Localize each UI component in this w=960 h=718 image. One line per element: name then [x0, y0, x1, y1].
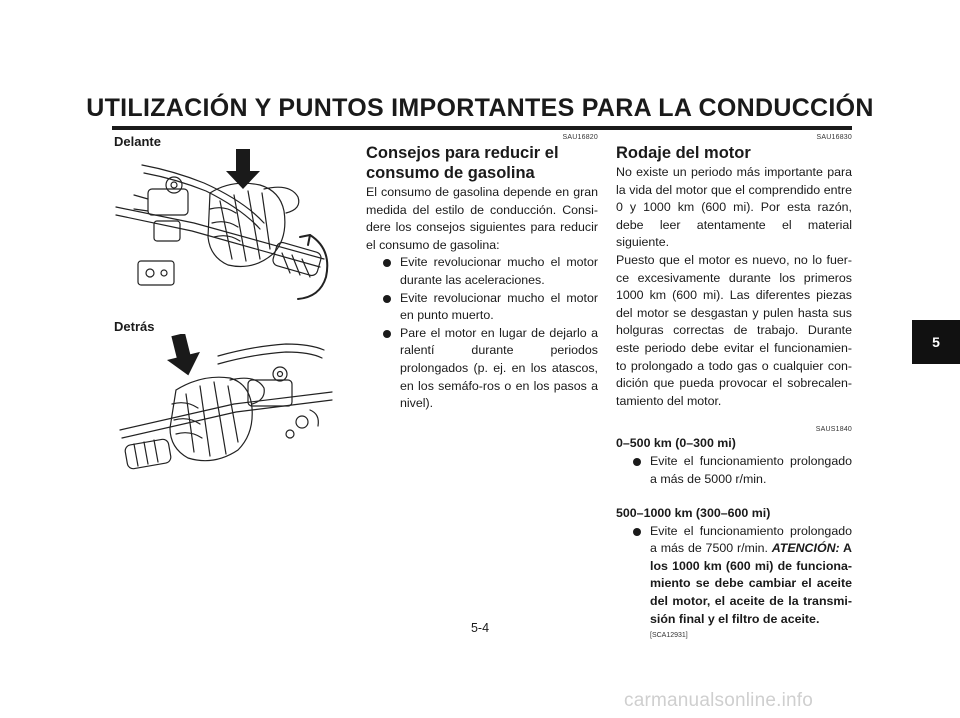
bullet-icon [383, 330, 391, 338]
front-label: Delante [114, 134, 161, 149]
list-item [366, 290, 598, 325]
list-item-text: Evite el funcionamiento prolongado a más de 5000 r/min. [650, 453, 852, 486]
middle-column [366, 134, 598, 413]
list-item-text: Pare el motor en lugar de dejarlo a ralentí durante periodos prolongados (p. ej. en los atascos, en los semáfo-ros o en los pasos a nivel). [400, 325, 598, 411]
range-2-list [616, 523, 852, 629]
list-item-text: Evite revolucionar mucho el motor en punto muerto. [400, 290, 598, 323]
heading-line-2: consumo de gasolina [366, 164, 535, 182]
intro-paragraph: El consumo de gasolina depende en gran medida del estilo de conducción. Consi-dere los consejos siguientes para reducir el consumo de gasolina: [366, 185, 598, 252]
right-column [616, 134, 852, 639]
list-item [366, 254, 598, 289]
heading-line-1: Consejos para reducir el [366, 144, 559, 162]
bullet-icon [633, 528, 641, 536]
bullet-icon [633, 458, 641, 466]
break-in-paragraph-1: No existe un periodo más importante para la vida del motor que el comprendido entre 0 y 1000 km (600 mi). Por esta razón, debe leer atentamente el material siguiente. [616, 165, 852, 250]
rear-handlebar-drawing [114, 334, 336, 484]
front-handlebar-drawing [114, 149, 336, 319]
range-heading-2: 500–1000 km (300–600 mi) [616, 506, 771, 521]
list-item-text: Evite el funcionamiento prolongado a más de 7500 r/min. [650, 523, 852, 556]
attention-label: ATENCIÓN: [771, 541, 840, 556]
list-item [366, 325, 598, 413]
front-illustration [114, 149, 336, 319]
range-heading-1: 0–500 km (0–300 mi) [616, 436, 736, 451]
rear-label: Detrás [114, 319, 155, 334]
list-item-text: Evite revolucionar mucho el motor durante las aceleraciones. [400, 255, 598, 287]
rear-illustration [114, 334, 336, 484]
watermark: carmanualsonline.info [624, 690, 814, 711]
section-code-2: SAUS1840 [815, 426, 852, 434]
chapter-tab: 5 [912, 320, 960, 364]
left-column [114, 134, 336, 484]
bullet-icon [383, 295, 391, 303]
reference-code: [SCA12931] [650, 632, 688, 640]
fuel-tips-list [366, 254, 598, 412]
page-number: 5-4 [470, 621, 490, 635]
bullet-icon [383, 259, 391, 267]
list-item [616, 523, 852, 629]
section-heading [366, 143, 598, 183]
list-item [616, 453, 852, 488]
section-heading: Rodaje del motor [616, 144, 751, 162]
page-title: UTILIZACIÓN Y PUNTOS IMPORTANTES PARA LA CONDUCCIÓN [86, 94, 874, 122]
section-code: SAU16820 [562, 134, 598, 141]
section-code: SAU16830 [816, 134, 852, 141]
attention-text: A los 1000 km (600 mi) de funciona-miento se debe cambiar el aceite del motor, el aceite de la transmi-sión final y el filtro de aceite. [650, 541, 852, 626]
break-in-paragraph-2: Puesto que el motor es nuevo, no lo fuer-ce excesivamente durante los primeros 1000 km (600 mi). Las diferentes piezas del motor se desgastan y pulen hasta sus holguras correctas de trabajo. Durante este periodo debe evitar el funcionamien-to prolongado a todo gas o cualquier con-dición que pueda provocar el sobrecalen-tamiento del motor. [616, 252, 852, 408]
header-rule [112, 126, 852, 130]
range-1-list [616, 453, 852, 488]
